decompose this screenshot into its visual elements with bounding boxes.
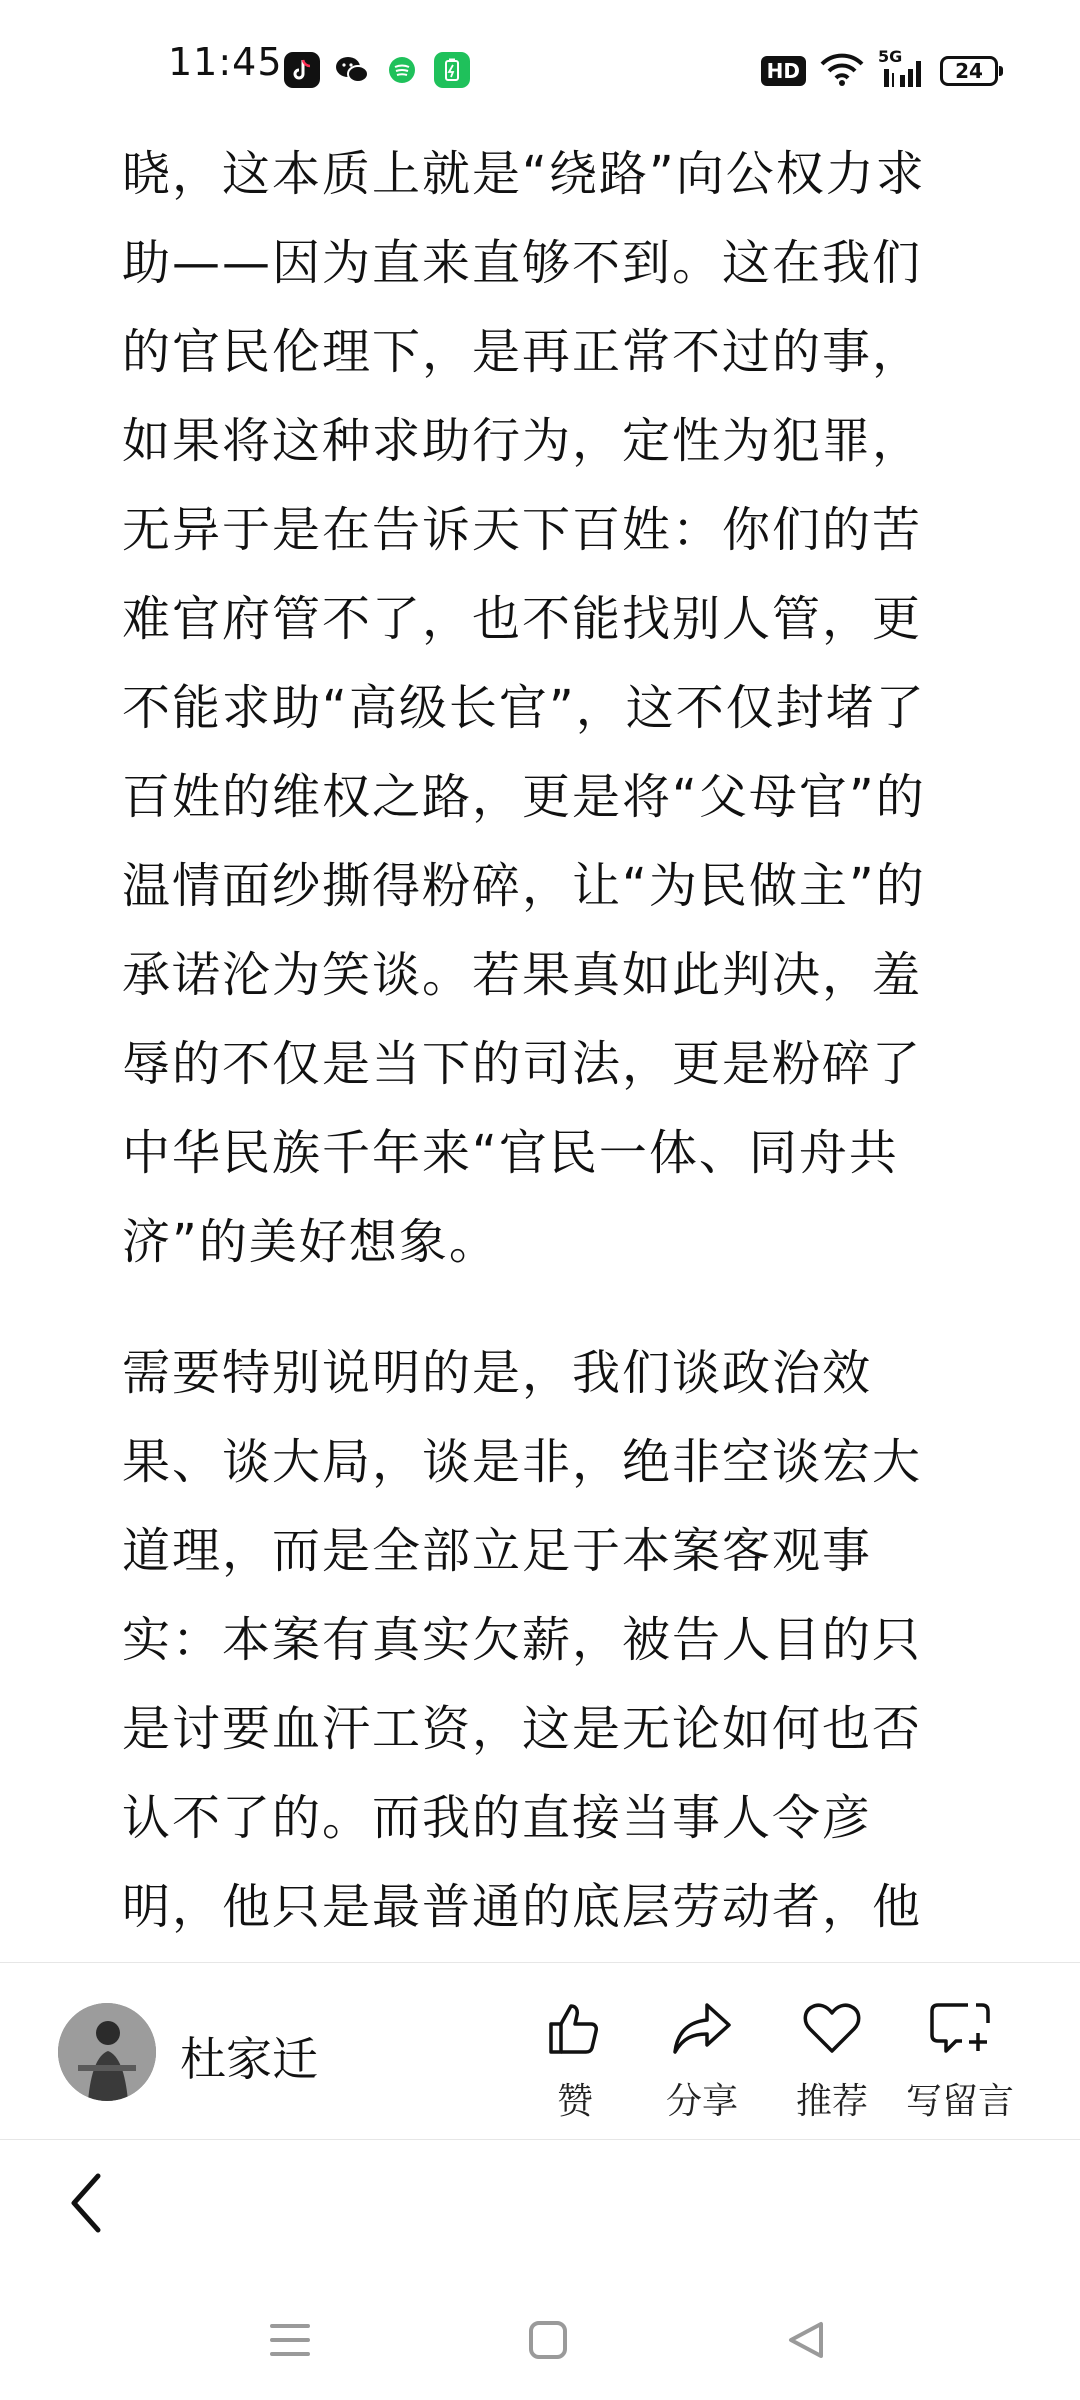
write-comment-button[interactable] (890, 1993, 1030, 2124)
chevron-left-icon (60, 2168, 120, 2238)
recommend-label: 推荐 (795, 2081, 868, 2122)
avatar-image (58, 2003, 156, 2101)
hd-badge: HD (761, 56, 806, 86)
green-app-icon (384, 52, 420, 88)
text-line: 晓，这本质上就是“绕路”向公权力求 (122, 146, 926, 202)
wechat-icon (334, 52, 370, 88)
like-label: 赞 (556, 2081, 593, 2122)
text-line: 如果将这种求助行为，定性为犯罪， (122, 413, 923, 469)
text-line: 难官府管不了，也不能找别人管，更 (122, 591, 923, 647)
text-line: 认不了的。而我的直接当事人令彦 (122, 1790, 873, 1846)
system-navigation-bar (0, 2290, 1080, 2400)
text-line: 不能求助“高级长官”，这不仅封堵了 (122, 680, 926, 736)
battery-indicator (940, 56, 998, 86)
text-line: 辱的不仅是当下的司法，更是粉碎了 (122, 1036, 923, 1092)
text-line: 需要特别说明的是，我们谈政治效 (122, 1345, 873, 1401)
paragraph-gap (122, 1287, 962, 1329)
text-line: 中华民族千年来“官民一体、同舟共 (122, 1125, 899, 1181)
status-time: 11:45 (168, 40, 283, 84)
status-right-group (761, 47, 998, 90)
recommend-button[interactable] (767, 1993, 897, 2124)
text-line: 温情面纱撕得粉碎，让“为民做主”的 (122, 858, 926, 914)
text-line: 承诺沦为笑谈。若果真如此判决，羞 (122, 947, 923, 1003)
heart-icon (767, 1993, 897, 2063)
author-avatar[interactable] (58, 2003, 156, 2101)
share-label: 分享 (665, 2081, 738, 2122)
text-line: 实：本案有真实欠薪，被告人目的只 (122, 1612, 923, 1668)
text-line: 明，他只是最普通的底层劳动者，他 (122, 1879, 923, 1935)
home-button[interactable] (518, 2310, 578, 2370)
battery-saver-icon (434, 52, 470, 88)
wifi-icon (820, 52, 864, 90)
text-line: 无异于是在告诉天下百姓：你们的苦 (122, 502, 923, 558)
menu-icon (268, 2320, 312, 2360)
text-line: 济”的美好想象。 (122, 1214, 499, 1270)
share-arrow-icon (637, 1993, 767, 2063)
share-button[interactable] (637, 1993, 767, 2124)
author-name[interactable]: 杜家迁 (180, 2032, 318, 2086)
square-icon (527, 2319, 569, 2361)
status-bar (0, 0, 1080, 140)
tiktok-icon (284, 52, 320, 88)
recent-apps-button[interactable] (260, 2310, 320, 2370)
battery-level: 24 (955, 59, 983, 83)
comment-add-icon (890, 1993, 1030, 2063)
text-line: 助——因为直来直够不到。这在我们 (122, 235, 923, 291)
text-line: 百姓的维权之路，更是将“父母官”的 (122, 769, 926, 825)
text-line: 是讨要血汗工资，这是无论如何也否 (122, 1701, 923, 1757)
back-button[interactable] (60, 2168, 120, 2238)
text-line: 道理，而是全部立足于本案客观事 (122, 1523, 873, 1579)
network-type: 5G (878, 47, 903, 66)
status-app-icons (284, 52, 470, 88)
cellular-signal-icon (878, 47, 926, 89)
text-line: 的官民伦理下，是再正常不过的事， (122, 324, 923, 380)
triangle-back-icon (785, 2319, 827, 2361)
system-back-button[interactable] (776, 2310, 836, 2370)
article-body (122, 130, 962, 1952)
paragraph-1 (122, 130, 962, 1287)
article-action-bar (0, 1962, 1080, 2140)
thumbs-up-icon (510, 1993, 640, 2063)
text-line: 果、谈大局，谈是非，绝非空谈宏大 (122, 1434, 923, 1490)
paragraph-2 (122, 1329, 962, 1952)
like-button[interactable] (510, 1993, 640, 2124)
write-comment-label: 写留言 (905, 2081, 1014, 2122)
